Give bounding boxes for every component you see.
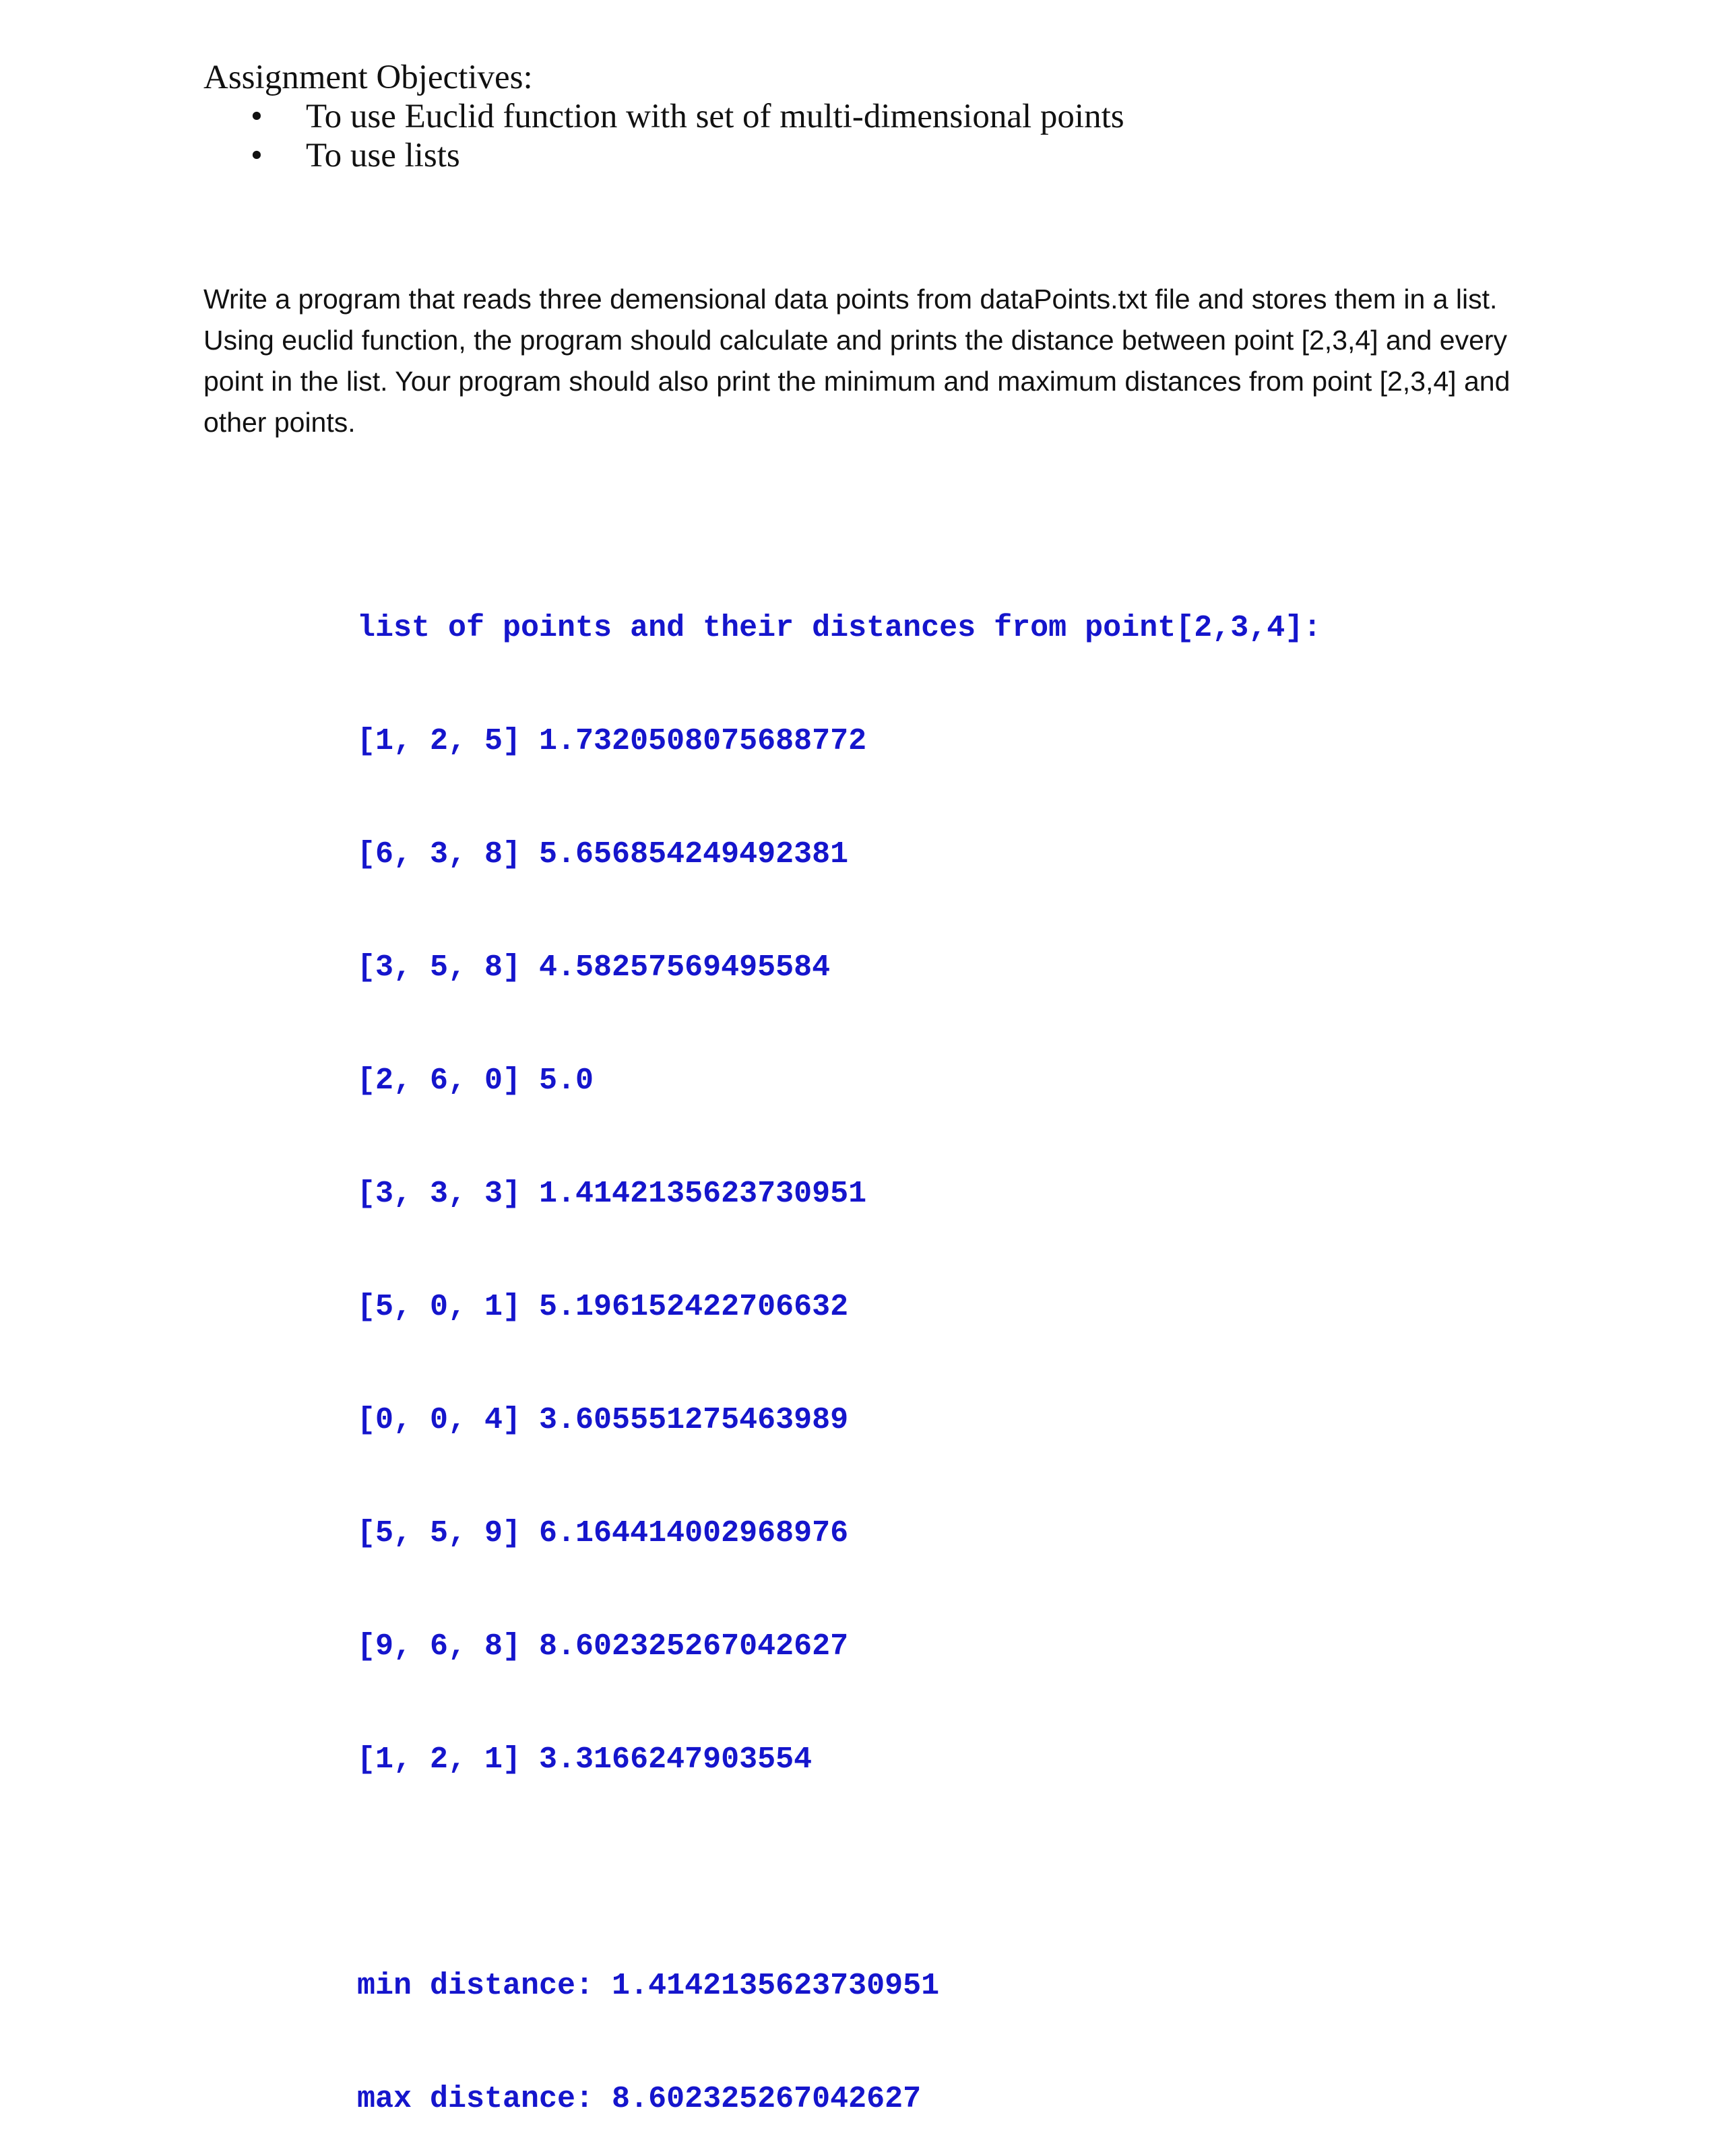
program-output [357, 534, 1321, 2156]
objectives-list [203, 97, 1124, 175]
min-distance-line: min distance: 1.4142135623730951 [357, 1969, 940, 2003]
output-row: [3, 5, 8] 4.58257569495584 [357, 950, 831, 985]
objective-item [203, 136, 1124, 175]
bullet-icon: • [251, 98, 263, 135]
output-row: [9, 6, 8] 8.602325267042627 [357, 1629, 849, 1664]
output-row: [1, 2, 1] 3.3166247903554 [357, 1742, 813, 1777]
max-distance-line: max distance: 8.602325267042627 [357, 2082, 922, 2116]
output-row: [1, 2, 5] 1.7320508075688772 [357, 724, 867, 758]
output-row: [5, 0, 1] 5.196152422706632 [357, 1290, 849, 1324]
output-row: [2, 6, 0] 5.0 [357, 1064, 594, 1098]
objectives-heading: Assignment Objectives: [203, 59, 533, 96]
output-header: list of points and their distances from point[2,3,4]: [357, 611, 1322, 645]
objectives-section [203, 58, 1124, 175]
output-row: [0, 0, 4] 3.605551275463989 [357, 1403, 849, 1437]
output-row: [5, 5, 9] 6.164414002968976 [357, 1516, 849, 1550]
blank-line [357, 1854, 1321, 1892]
objective-text: To use lists [306, 137, 460, 174]
bullet-icon: • [251, 137, 263, 174]
output-row: [6, 3, 8] 5.656854249492381 [357, 837, 849, 872]
objective-item [203, 97, 1124, 136]
objective-text: To use Euclid function with set of multi-dimensional points [306, 98, 1124, 135]
output-row: [3, 3, 3] 1.4142135623730951 [357, 1177, 867, 1211]
task-description: Write a program that reads three demensional data points from dataPoints.txt file and stores them in a list. Using euclid function, the program should calculate and prints the distance between point [2,3,4] and every point in the list. Your program should also print the minimum and maximum distances from point [2,3,4] and other points. [203, 284, 1510, 438]
